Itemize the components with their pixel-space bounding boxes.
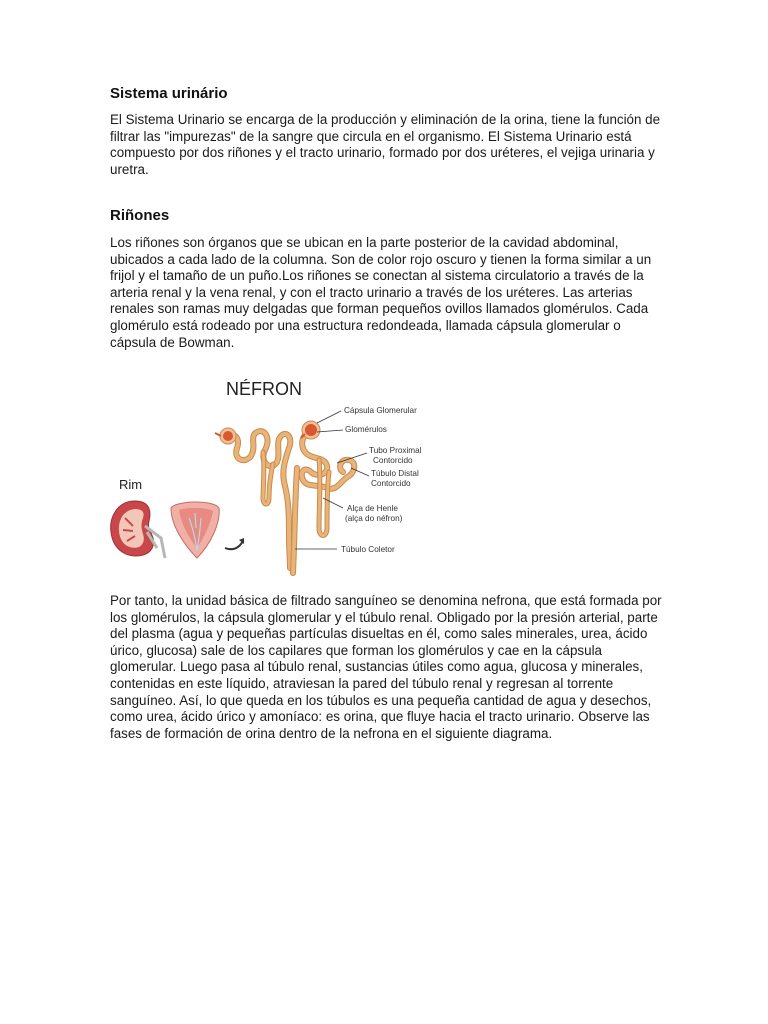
label-alca-do-nefron: (alça do néfron) (345, 514, 403, 523)
paragraph-nefrona: Por tanto, la unidad básica de filtrado sanguíneo se denomina nefrona, que está formada por los glomérulos, la cápsula glomerular y el túbulo renal. Obligado por la presión arterial, parte del plasma (agua y pequeñas partículas disueltas en él, como sales minerales, urea, ácido úrico, glucosa) sale de los capilares que forman los glomérulos y cae en la cápsula glomerular. Luego pasa al túbulo renal, sustancias útiles como agua, glucosa y minerales, contenidas en este líquido, atraviesan la pared del túbulo renal y regresan al torrente sanguíneo. Así, lo que queda en los túbulos es una pequeña cantidad de agua y desechos, como urea, ácido úrico y amoníaco: es orina, que fluye hacia el tracto urinario. Observe las fases de formación de orina dentro de la nefrona en el siguiente diagrama. (110, 593, 662, 741)
label-alca-henle: Alça de Henle (347, 504, 398, 513)
label-glomerulos: Glomérulos (345, 425, 387, 434)
label-tubulo-distal-2: Contorcido (371, 479, 411, 488)
label-tubo-proximal: Tubo Proximal (369, 446, 422, 455)
paragraph-rinones: Los riñones son órganos que se ubican en la parte posterior de la cavidad abdominal, ubicados a cada lado de la columna. Son de color rojo oscuro y tienen la forma similar a un frijol y el tamaño de un puño.Los riñones se conectan al sistema circulatorio a través de la arteria renal y la vena renal, y con el tracto urinario a través de los uréteres. Las arterias renales son ramas muy delgadas que forman pequeños ovillos llamados glomérulos. Cada glomérulo está rodeado por una estructura redondeada, llamada cápsula glomerular o cápsula de Bowman. (110, 235, 652, 350)
rim-label: Rim (119, 477, 143, 492)
label-capsula-glomerular: Cápsula Glomerular (344, 406, 417, 415)
section-title-rinones: Riñones (110, 207, 170, 224)
nephron-figure (105, 368, 435, 583)
kidney-cross-section-icon (111, 501, 165, 558)
arrow-icon (225, 541, 243, 549)
label-tubulo-coletor: Túbulo Coletor (341, 545, 395, 554)
section-title-sistema-urinario: Sistema urinário (110, 85, 228, 102)
paragraph-intro: El Sistema Urinario se encarga de la producción y eliminación de la orina, tiene la función de filtrar las "impurezas" de la sangre que circula en el organismo. El Sistema Urinario está compuesto por dos riñones y el tracto urinario, formado por dos uréteres, el vejiga urinaria y uretra. (110, 112, 661, 177)
nephron-icon (225, 430, 354, 573)
renal-pyramid-icon (171, 502, 219, 558)
figure-title: NÉFRON (226, 379, 302, 399)
label-tubo-proximal-2: Contorcido (373, 456, 413, 465)
label-tubulo-distal: Túbulo Distal (371, 469, 419, 478)
